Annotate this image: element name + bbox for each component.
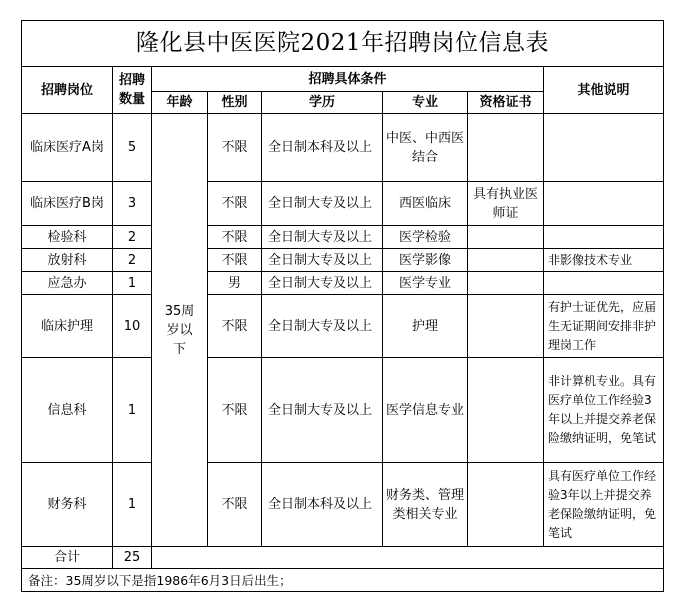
other-cell: 非影像技术专业 — [544, 249, 664, 272]
header-education: 学历 — [262, 92, 383, 114]
certificate-cell — [468, 272, 544, 295]
gender-cell: 不限 — [208, 463, 262, 547]
position-cell: 临床医疗B岗 — [22, 182, 113, 226]
count-cell: 5 — [113, 114, 152, 182]
education-cell: 全日制大专及以上 — [262, 249, 383, 272]
count-cell: 1 — [113, 272, 152, 295]
total-value: 25 — [113, 547, 152, 569]
gender-cell: 不限 — [208, 295, 262, 358]
header-conditions: 招聘具体条件 — [152, 67, 544, 92]
major-cell: 医学影像 — [383, 249, 468, 272]
count-cell: 1 — [113, 463, 152, 547]
gender-cell: 不限 — [208, 114, 262, 182]
major-cell: 医学专业 — [383, 272, 468, 295]
gender-cell: 男 — [208, 272, 262, 295]
education-cell: 全日制本科及以上 — [262, 463, 383, 547]
header-count: 招聘数量 — [113, 67, 152, 114]
education-cell: 全日制大专及以上 — [262, 272, 383, 295]
header-major: 专业 — [383, 92, 468, 114]
other-cell — [544, 226, 664, 249]
major-cell: 医学信息专业 — [383, 358, 468, 463]
certificate-cell — [468, 226, 544, 249]
gender-cell: 不限 — [208, 226, 262, 249]
other-cell: 具有医疗单位工作经验3年以上并提交养老保险缴纳证明，免笔试 — [544, 463, 664, 547]
table-row — [22, 463, 664, 547]
position-cell: 财务科 — [22, 463, 113, 547]
other-cell — [544, 114, 664, 182]
position-cell: 放射科 — [22, 249, 113, 272]
major-cell: 财务类、管理类相关专业 — [383, 463, 468, 547]
table-title: 隆化县中医医院2021年招聘岗位信息表 — [22, 21, 664, 67]
education-cell: 全日制大专及以上 — [262, 295, 383, 358]
count-cell: 10 — [113, 295, 152, 358]
table-row — [22, 295, 664, 358]
table-row — [22, 272, 664, 295]
total-row — [22, 547, 664, 569]
position-cell: 临床医疗A岗 — [22, 114, 113, 182]
count-cell: 2 — [113, 226, 152, 249]
education-cell: 全日制本科及以上 — [262, 114, 383, 182]
certificate-cell — [468, 249, 544, 272]
position-cell: 应急办 — [22, 272, 113, 295]
age-text: 35周岁以下 — [164, 303, 195, 357]
major-cell: 医学检验 — [383, 226, 468, 249]
header-other: 其他说明 — [544, 67, 664, 114]
other-cell: 非计算机专业。具有医疗单位工作经验3年以上并提交养老保险缴纳证明，免笔试 — [544, 358, 664, 463]
position-cell: 信息科 — [22, 358, 113, 463]
header-certificate: 资格证书 — [468, 92, 544, 114]
gender-cell: 不限 — [208, 358, 262, 463]
footnote-row — [22, 569, 664, 592]
header-position: 招聘岗位 — [22, 67, 113, 114]
major-cell: 西医临床 — [383, 182, 468, 226]
certificate-cell — [468, 295, 544, 358]
count-cell: 1 — [113, 358, 152, 463]
certificate-cell — [468, 358, 544, 463]
age-cell — [152, 114, 208, 547]
header-gender: 性别 — [208, 92, 262, 114]
position-cell: 临床护理 — [22, 295, 113, 358]
recruitment-table — [21, 20, 664, 592]
certificate-cell — [468, 114, 544, 182]
table-row — [22, 249, 664, 272]
education-cell: 全日制大专及以上 — [262, 358, 383, 463]
position-cell: 检验科 — [22, 226, 113, 249]
count-cell: 3 — [113, 182, 152, 226]
major-cell: 中医、中西医结合 — [383, 114, 468, 182]
education-cell: 全日制大专及以上 — [262, 226, 383, 249]
total-empty — [152, 547, 664, 569]
total-label: 合计 — [22, 547, 113, 569]
table-row — [22, 182, 664, 226]
gender-cell: 不限 — [208, 249, 262, 272]
gender-cell: 不限 — [208, 182, 262, 226]
header-age: 年龄 — [152, 92, 208, 114]
certificate-cell: 具有执业医师证 — [468, 182, 544, 226]
other-cell — [544, 182, 664, 226]
certificate-cell — [468, 463, 544, 547]
count-cell: 2 — [113, 249, 152, 272]
footnote: 备注：35周岁以下是指1986年6月3日后出生； — [22, 569, 664, 592]
major-cell: 护理 — [383, 295, 468, 358]
table-row — [22, 226, 664, 249]
table-row — [22, 114, 664, 182]
other-cell: 有护士证优先，应届生无证期间安排非护理岗工作 — [544, 295, 664, 358]
table-row — [22, 358, 664, 463]
recruitment-table-container — [21, 20, 664, 592]
other-cell — [544, 272, 664, 295]
education-cell: 全日制大专及以上 — [262, 182, 383, 226]
